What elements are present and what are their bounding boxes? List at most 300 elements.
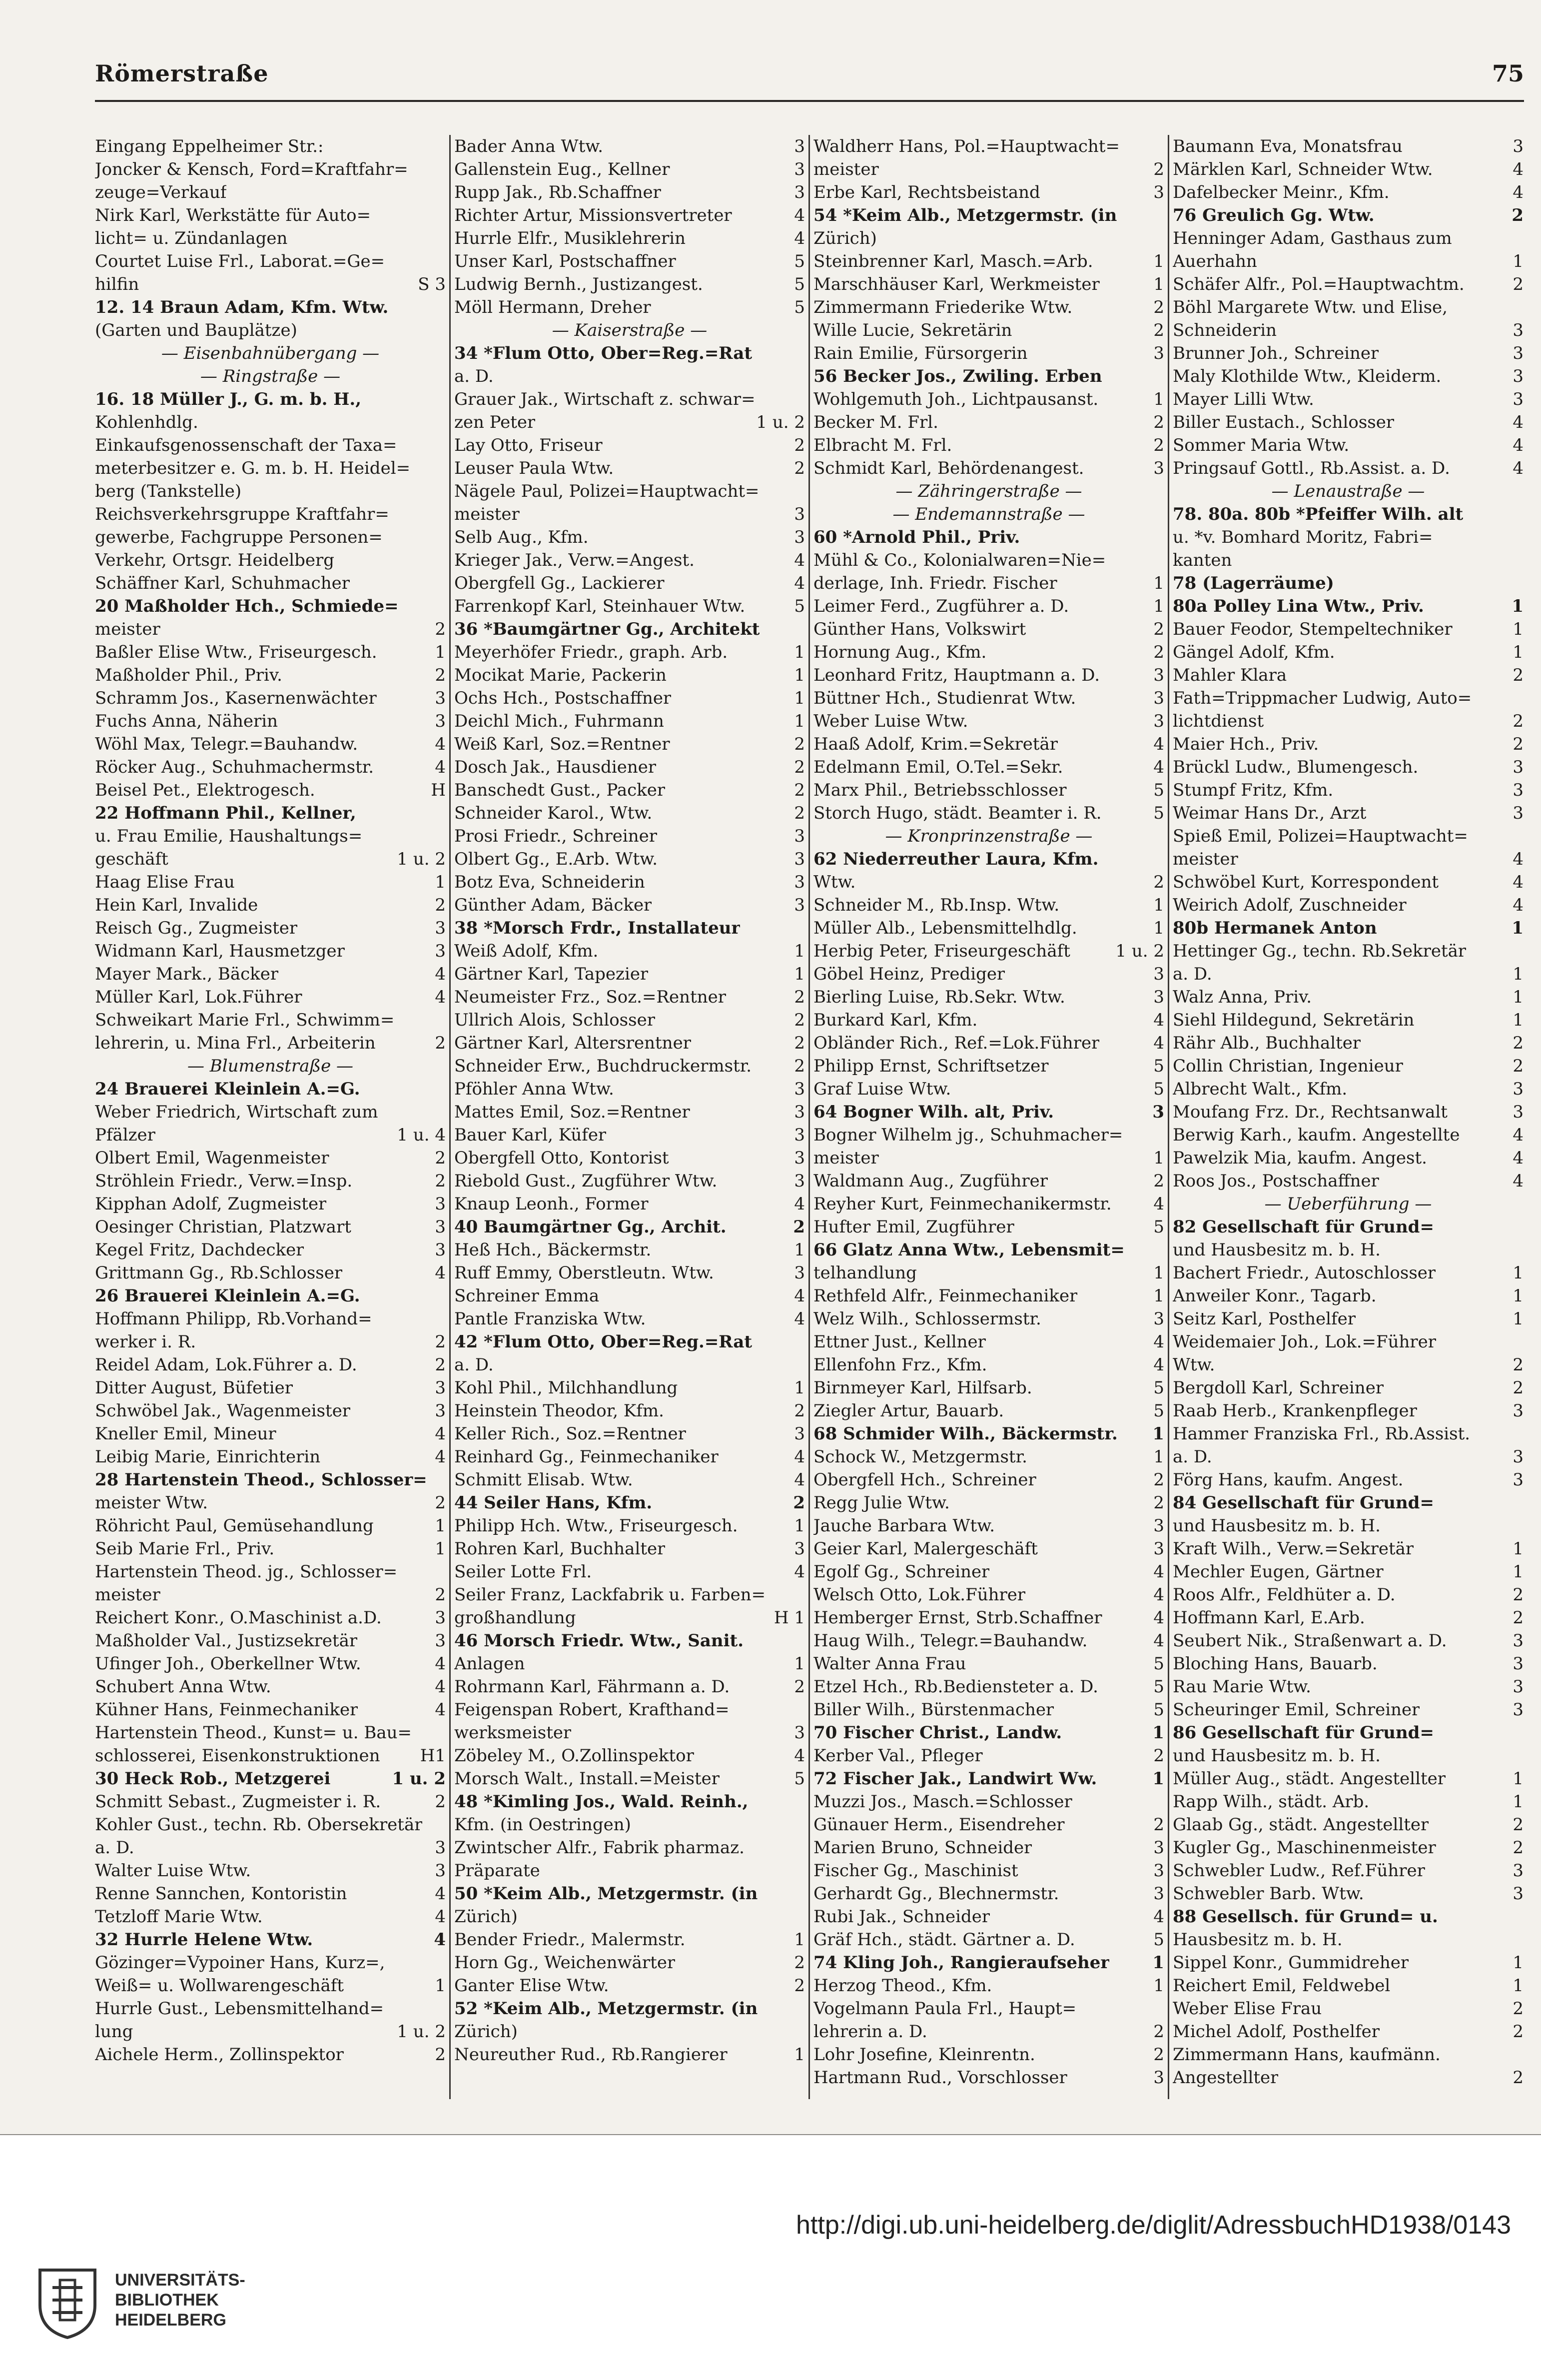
entry-floor: 4 <box>1513 182 1524 202</box>
entry-floor: 3 <box>435 1861 446 1881</box>
entry-text: a. D. <box>95 1838 134 1858</box>
directory-entry <box>95 503 446 526</box>
entry-floor: 3 <box>1513 780 1524 800</box>
entry-text: Pfälzer <box>95 1125 155 1145</box>
directory-entry <box>454 1147 805 1170</box>
directory-entry <box>95 963 446 986</box>
entry-text: Waldherr Hans, Pol.=Hauptwacht= <box>813 136 1120 156</box>
directory-entry <box>454 756 805 779</box>
directory-entry <box>95 825 446 848</box>
entry-floor: 5 <box>1153 1378 1164 1398</box>
directory-entry <box>813 2043 1164 2066</box>
directory-entry <box>1173 1514 1524 1537</box>
entry-text: 46 Morsch Friedr. Wtw., Sanit. <box>454 1631 744 1651</box>
entry-floor: 1 <box>1512 596 1524 616</box>
directory-entry <box>1173 457 1524 480</box>
directory-entry <box>1173 802 1524 825</box>
directory-entry <box>454 1009 805 1032</box>
entry-floor: 3 <box>1513 803 1524 823</box>
library-name-line: HEIDELBERG <box>115 2311 226 2330</box>
directory-entry <box>813 526 1164 549</box>
entry-floor: 3 <box>794 826 805 846</box>
entry-floor: 3 <box>1152 1102 1164 1122</box>
entry-floor: 1 <box>1152 1769 1164 1789</box>
directory-entry <box>454 1652 805 1675</box>
entry-floor: 3 <box>1513 136 1524 156</box>
entry-floor: 2 <box>435 1033 446 1053</box>
directory-entry <box>813 641 1164 664</box>
entry-floor: 4 <box>1153 1033 1164 1053</box>
directory-entry <box>813 1307 1164 1330</box>
directory-entry <box>95 204 446 227</box>
entry-floor: 4 <box>435 757 446 777</box>
entry-floor: 2 <box>1153 2022 1164 2042</box>
entry-text: Roos Jos., Postschaffner <box>1173 1171 1379 1191</box>
entry-text: Schubert Anna Wtw. <box>95 1677 271 1697</box>
entry-floor: 2 <box>794 987 805 1007</box>
entry-floor: 2 <box>1153 320 1164 340</box>
directory-entry <box>95 733 446 756</box>
entry-text: Aichele Herm., Zollinspektor <box>95 2045 344 2065</box>
entry-text: 12. 14 Braun Adam, Kfm. Wtw. <box>95 297 389 317</box>
entry-text: Walz Anna, Priv. <box>1173 987 1312 1007</box>
entry-text: Olbert Gg., E.Arb. Wtw. <box>454 849 658 869</box>
entry-text: Reisch Gg., Zugmeister <box>95 918 298 938</box>
entry-text: Biller Eustach., Schlosser <box>1173 412 1395 432</box>
directory-entry <box>95 1238 446 1261</box>
directory-entry <box>95 710 446 733</box>
entry-text: 38 *Morsch Frdr., Installateur <box>454 918 741 938</box>
directory-entry <box>1173 572 1524 595</box>
entry-text: Deichl Mich., Fuhrmann <box>454 711 664 731</box>
entry-floor: 2 <box>435 1585 446 1605</box>
entry-floor: 3 <box>1513 1654 1524 1674</box>
entry-text: Lohr Josefine, Kleinrentn. <box>813 2045 1035 2065</box>
directory-entry <box>1173 411 1524 434</box>
entry-floor: 4 <box>1513 435 1524 455</box>
entry-floor: 3 <box>1153 688 1164 708</box>
entry-text: Bergdoll Karl, Schreiner <box>1173 1378 1384 1398</box>
entry-text: Jauche Barbara Wtw. <box>813 1516 995 1536</box>
entry-text: Dosch Jak., Hausdiener <box>454 757 657 777</box>
entry-text: Mattes Emil, Soz.=Rentner <box>454 1102 690 1122</box>
directory-entry <box>454 1307 805 1330</box>
directory-entry <box>454 1124 805 1147</box>
entry-floor: 3 <box>1153 2068 1164 2088</box>
entry-text: Zimmermann Hans, kaufmänn. <box>1173 2045 1441 2065</box>
directory-entry <box>1173 756 1524 779</box>
entry-floor: 3 <box>794 895 805 915</box>
entry-text: meister <box>1173 849 1238 869</box>
directory-entry <box>813 1376 1164 1399</box>
entry-floor: 3 <box>435 1401 446 1421</box>
entry-text: Schwöbel Jak., Wagenmeister <box>95 1401 351 1421</box>
directory-entry <box>1173 204 1524 227</box>
entry-text: Birnmeyer Karl, Hilfsarb. <box>813 1378 1032 1398</box>
entry-text: Bauer Feodor, Stempeltechniker <box>1173 619 1453 639</box>
entry-text: Elbracht M. Frl. <box>813 435 952 455</box>
entry-text: meterbesitzer e. G. m. b. H. Heidel= <box>95 458 411 478</box>
entry-text: Schreiner Emma <box>454 1286 600 1306</box>
entry-floor: 4 <box>1153 1355 1164 1375</box>
entry-text: Horn Gg., Weichenwärter <box>454 1953 676 1973</box>
entry-floor: 2 <box>794 1976 805 1996</box>
entry-floor: 2 <box>1153 297 1164 317</box>
directory-entry <box>1173 135 1524 158</box>
entry-floor: 4 <box>435 1884 446 1904</box>
directory-entry <box>95 1583 446 1606</box>
directory-entry <box>813 779 1164 802</box>
entry-text: meister <box>95 1585 160 1605</box>
entry-text: Förg Hans, kaufm. Angest. <box>1173 1470 1404 1490</box>
entry-floor: 5 <box>1153 803 1164 823</box>
directory-entry <box>95 1491 446 1514</box>
directory-entry <box>813 457 1164 480</box>
entry-text: Courtet Luise Frl., Laborat.=Ge= <box>95 251 385 271</box>
entry-text: Hurrle Gust., Lebensmittelhand= <box>95 1999 384 2019</box>
entry-floor: 1 <box>1152 1723 1164 1743</box>
entry-text: 62 Niederreuther Laura, Kfm. <box>813 849 1099 869</box>
entry-text: 68 Schmider Wilh., Bäckermstr. <box>813 1424 1118 1444</box>
directory-entry <box>813 1951 1164 1974</box>
entry-text: Schock W., Metzgermstr. <box>813 1447 1027 1467</box>
column-4 <box>1173 135 1524 2099</box>
directory-entry <box>813 250 1164 273</box>
directory-entry <box>95 227 446 250</box>
entry-text: zeuge=Verkauf <box>95 182 227 202</box>
entry-text: 32 Hurrle Helene Wtw. <box>95 1930 313 1950</box>
entry-floor: 2 <box>1513 711 1524 731</box>
entry-text: Neumeister Frz., Soz.=Rentner <box>454 987 726 1007</box>
directory-entry <box>95 848 446 871</box>
entry-floor: 3 <box>1513 366 1524 386</box>
entry-text: Philipp Ernst, Schriftsetzer <box>813 1056 1049 1076</box>
entry-floor: 3 <box>794 527 805 547</box>
entry-text: Pföhler Anna Wtw. <box>454 1079 614 1099</box>
entry-text: Maßholder Val., Justizsekretär <box>95 1631 358 1651</box>
entry-floor: 1 <box>794 2045 805 2065</box>
entry-text: Schneiderin <box>1173 320 1277 340</box>
entry-floor: 2 <box>1513 274 1524 294</box>
directory-entry <box>1173 1307 1524 1330</box>
entry-text: Oesinger Christian, Platzwart <box>95 1217 351 1237</box>
entry-floor: 2 <box>1153 1746 1164 1766</box>
entry-text: Rohren Karl, Buchhalter <box>454 1539 666 1559</box>
directory-entry <box>454 1261 805 1284</box>
directory-entry <box>454 825 805 848</box>
entry-text: Weber Luise Wtw. <box>813 711 968 731</box>
directory-entry <box>1173 1652 1524 1675</box>
entry-text: Kühner Hans, Feinmechaniker <box>95 1700 358 1720</box>
directory-entry <box>1173 1905 1524 1928</box>
directory-entry <box>1173 1721 1524 1744</box>
entry-text: Hemberger Ernst, Strb.Schaffner <box>813 1608 1102 1628</box>
directory-entry <box>813 1721 1164 1744</box>
directory-entry <box>454 250 805 273</box>
directory-entry <box>813 1330 1164 1353</box>
entry-floor: 1 <box>1513 1953 1524 1973</box>
entry-text: — Blumenstraße — <box>187 1056 354 1076</box>
entry-text: Rupp Jak., Rb.Schaffner <box>454 182 661 202</box>
entry-floor: 2 <box>794 435 805 455</box>
entry-floor: 3 <box>435 918 446 938</box>
directory-entry <box>813 181 1164 204</box>
directory-entry <box>813 1836 1164 1859</box>
entry-text: Selb Aug., Kfm. <box>454 527 589 547</box>
directory-entry <box>813 1284 1164 1307</box>
entry-floor: 2 <box>435 1148 446 1168</box>
directory-entry <box>95 1537 446 1560</box>
entry-text: Verkehr, Ortsgr. Heidelberg <box>95 550 335 570</box>
entry-text: Prosi Friedr., Schreiner <box>454 826 658 846</box>
entry-text: Hurrle Elfr., Musiklehrerin <box>454 228 686 248</box>
entry-floor: 2 <box>794 734 805 754</box>
entry-floor: 3 <box>435 1194 446 1214</box>
directory-entry <box>813 1905 1164 1928</box>
directory-entry <box>1173 940 1524 963</box>
entry-floor: 5 <box>1153 1217 1164 1237</box>
entry-floor: 3 <box>1513 757 1524 777</box>
directory-entry <box>813 1928 1164 1951</box>
directory-entry <box>1173 986 1524 1009</box>
entry-text: Hoffmann Karl, E.Arb. <box>1173 1608 1365 1628</box>
entry-text: Gözinger=Vypoiner Hans, Kurz=, <box>95 1953 385 1973</box>
directory-entry <box>454 1767 805 1790</box>
entry-floor: 4 <box>1153 1631 1164 1651</box>
directory-entry <box>1173 342 1524 365</box>
entry-floor: 4 <box>1153 1010 1164 1030</box>
entry-floor: 3 <box>794 1263 805 1283</box>
entry-floor: 2 <box>1513 1999 1524 2019</box>
entry-text: Obländer Rich., Ref.=Lok.Führer <box>813 1033 1100 1053</box>
entry-floor: 1 <box>794 941 805 961</box>
entry-text: Wille Lucie, Sekretärin <box>813 320 1012 340</box>
entry-floor: 4 <box>1513 458 1524 478</box>
entry-floor: 2 <box>435 1171 446 1191</box>
directory-entry <box>1173 1813 1524 1836</box>
entry-text: (Garten und Bauplätze) <box>95 320 297 340</box>
directory-entry <box>454 365 805 388</box>
entry-floor: 3 <box>794 1424 805 1444</box>
directory-entry <box>813 1882 1164 1905</box>
entry-text: 54 *Keim Alb., Metzgermstr. (in <box>813 205 1117 225</box>
entry-text: Reichert Konr., O.Maschinist a.D. <box>95 1608 382 1628</box>
entry-text: Weimar Hans Dr., Arzt <box>1173 803 1367 823</box>
directory-entry <box>1173 825 1524 848</box>
entry-floor: 2 <box>1153 642 1164 662</box>
header-rule <box>95 100 1524 102</box>
entry-text: Regg Julie Wtw. <box>813 1493 950 1513</box>
entry-floor: 2 <box>1513 1585 1524 1605</box>
entry-floor: 4 <box>1153 757 1164 777</box>
directory-entry <box>95 986 446 1009</box>
entry-floor: 4 <box>1153 734 1164 754</box>
entry-text: 66 Glatz Anna Wtw., Lebensmit= <box>813 1240 1125 1260</box>
entry-text: Michel Adolf, Posthelfer <box>1173 2022 1380 2042</box>
entry-floor: 1 <box>1513 1562 1524 1582</box>
directory-entry <box>1173 1583 1524 1606</box>
entry-floor: 2 <box>1153 1493 1164 1513</box>
entry-text: werksmeister <box>454 1723 572 1743</box>
entry-floor: 4 <box>1513 849 1524 869</box>
entry-text: Seiler Lotte Frl. <box>454 1562 592 1582</box>
directory-entry <box>1173 1215 1524 1238</box>
entry-text: Hartmann Rud., Vorschlosser <box>813 2068 1067 2088</box>
entry-floor: 4 <box>794 1447 805 1467</box>
entry-floor: 3 <box>794 159 805 179</box>
entry-floor: 2 <box>794 803 805 823</box>
entry-floor: 1 <box>794 964 805 984</box>
entry-text: Moufang Frz. Dr., Rechtsanwalt <box>1173 1102 1448 1122</box>
entry-floor: 2 <box>435 2045 446 2065</box>
source-url-link[interactable]: http://digi.ub.uni-heidelberg.de/diglit/AdressbuchHD1938/0143 <box>796 2211 1511 2240</box>
entry-floor: 3 <box>435 1240 446 1260</box>
entry-floor: 2 <box>1153 872 1164 892</box>
entry-text: Reichsverkehrsgruppe Kraftfahr= <box>95 504 389 524</box>
directory-entry <box>95 802 446 825</box>
entry-floor: 1 <box>1513 1792 1524 1812</box>
entry-floor: 3 <box>1153 458 1164 478</box>
entry-floor: 3 <box>1153 665 1164 685</box>
entry-text: Schramm Jos., Kasernenwächter <box>95 688 377 708</box>
directory-entry <box>454 411 805 434</box>
entry-text: Spieß Emil, Polizei=Hauptwacht= <box>1173 826 1468 846</box>
entry-floor: 3 <box>1153 1516 1164 1536</box>
directory-entry <box>454 1974 805 1997</box>
entry-text: Sommer Maria Wtw. <box>1173 435 1350 455</box>
directory-entry <box>813 273 1164 296</box>
entry-floor: 2 <box>794 1401 805 1421</box>
entry-floor: 3 <box>1153 182 1164 202</box>
directory-entry <box>454 802 805 825</box>
entry-text: Glaab Gg., städt. Angestellter <box>1173 1815 1429 1835</box>
entry-floor: 2 <box>1513 1838 1524 1858</box>
directory-entry <box>1173 595 1524 618</box>
entry-floor: 3 <box>794 1539 805 1559</box>
entry-text: Burkard Karl, Kfm. <box>813 1010 978 1030</box>
directory-entry <box>454 779 805 802</box>
entry-text: — Lenaustraße — <box>1271 481 1425 501</box>
entry-floor: 4 <box>1153 1608 1164 1628</box>
entry-text: Zöbeley M., O.Zollinspektor <box>454 1746 694 1766</box>
directory-entry <box>454 388 805 411</box>
entry-floor: 4 <box>435 1654 446 1674</box>
entry-text: Auerhahn <box>1173 251 1257 271</box>
entry-floor: 1 u. 2 <box>756 412 805 432</box>
directory-entry <box>813 549 1164 572</box>
entry-floor: 2 <box>794 458 805 478</box>
entry-floor: H 1 <box>773 1608 805 1628</box>
directory-entry <box>1173 1974 1524 1997</box>
directory-entry <box>95 1813 446 1836</box>
directory-entry <box>813 1170 1164 1192</box>
entry-floor: 3 <box>1153 1884 1164 1904</box>
entry-text: Weber Friedrich, Wirtschaft zum <box>95 1102 378 1122</box>
entry-floor: 4 <box>1153 1907 1164 1927</box>
entry-floor: 3 <box>1513 343 1524 363</box>
directory-entry <box>1173 365 1524 388</box>
directory-entry <box>95 181 446 204</box>
entry-text: Gallenstein Eug., Kellner <box>454 159 670 179</box>
directory-entry <box>454 181 805 204</box>
directory-entry <box>454 963 805 986</box>
directory-entry <box>454 1813 805 1836</box>
directory-entry <box>454 1170 805 1192</box>
entry-floor: 4 <box>435 1263 446 1283</box>
entry-floor: 4 <box>1513 159 1524 179</box>
entry-text: Schwöbel Kurt, Korrespondent <box>1173 872 1439 892</box>
entry-floor: 4 <box>794 1746 805 1766</box>
entry-text: u. *v. Bomhard Moritz, Fabri= <box>1173 527 1433 547</box>
entry-floor: 2 <box>1153 1470 1164 1490</box>
directory-entry <box>95 158 446 181</box>
directory-entry <box>454 1445 805 1468</box>
directory-entry <box>95 1468 446 1491</box>
entry-floor: 5 <box>1153 1930 1164 1950</box>
directory-entry <box>1173 894 1524 917</box>
directory-entry <box>1173 526 1524 549</box>
entry-text: Raab Herb., Krankenpfleger <box>1173 1401 1417 1421</box>
directory-entry <box>1173 1261 1524 1284</box>
entry-text: Storch Hugo, städt. Beamter i. R. <box>813 803 1102 823</box>
directory-entry <box>1173 779 1524 802</box>
entry-text: Wtw. <box>1173 1355 1215 1375</box>
entry-text: Joncker & Kensch, Ford=Kraftfahr= <box>95 159 408 179</box>
entry-floor: 3 <box>1513 1884 1524 1904</box>
entry-text: Eingang Eppelheimer Str.: <box>95 136 324 156</box>
entry-floor: 3 <box>794 504 805 524</box>
entry-floor: 3 <box>1153 1309 1164 1329</box>
entry-text: Rau Marie Wtw. <box>1173 1677 1311 1697</box>
entry-floor: 4 <box>435 1424 446 1444</box>
directory-entry <box>95 1261 446 1284</box>
entry-text: werker i. R. <box>95 1332 196 1352</box>
directory-entry <box>95 1790 446 1813</box>
entry-text: Bachert Friedr., Autoschlosser <box>1173 1263 1436 1283</box>
entry-text: Mayer Lilli Wtw. <box>1173 389 1314 409</box>
entry-text: 40 Baumgärtner Gg., Archit. <box>454 1217 727 1237</box>
directory-entry <box>813 848 1164 871</box>
entry-text: Biller Wilh., Bürstenmacher <box>813 1700 1054 1720</box>
entry-floor: 2 <box>1153 2045 1164 2065</box>
directory-entry <box>813 2020 1164 2043</box>
directory-entry <box>1173 1101 1524 1124</box>
entry-text: Rohrmann Karl, Fährmann a. D. <box>454 1677 730 1697</box>
entry-text: 86 Gesellschaft für Grund= <box>1173 1723 1434 1743</box>
entry-text: Haaß Adolf, Krim.=Sekretär <box>813 734 1058 754</box>
directory-entry <box>454 549 805 572</box>
entry-text: Herbig Peter, Friseurgeschäft <box>813 941 1070 961</box>
entry-text: Heß Hch., Bäckermstr. <box>454 1240 652 1260</box>
entry-floor: 4 <box>435 987 446 1007</box>
entry-floor: 5 <box>1153 1654 1164 1674</box>
footer <box>0 2135 1541 2380</box>
entry-floor: 1 <box>1153 596 1164 616</box>
entry-floor: 1 <box>1513 1263 1524 1283</box>
entry-floor: 3 <box>435 1608 446 1628</box>
entry-text: Albrecht Walt., Kfm. <box>1173 1079 1348 1099</box>
directory-entry <box>813 1790 1164 1813</box>
directory-entry <box>95 1721 446 1744</box>
page-number: 75 <box>1492 60 1524 87</box>
entry-floor: 5 <box>1153 780 1164 800</box>
entry-text: Schäfer Alfr., Pol.=Hauptwachtm. <box>1173 274 1465 294</box>
entry-text: Roos Alfr., Feldhüter a. D. <box>1173 1585 1396 1605</box>
directory-entry <box>95 250 446 273</box>
entry-text: 74 Kling Joh., Rangieraufseher <box>813 1953 1110 1973</box>
entry-text: 50 *Keim Alb., Metzgermstr. (in <box>454 1884 758 1904</box>
entry-text: Mechler Eugen, Gärtner <box>1173 1562 1384 1582</box>
